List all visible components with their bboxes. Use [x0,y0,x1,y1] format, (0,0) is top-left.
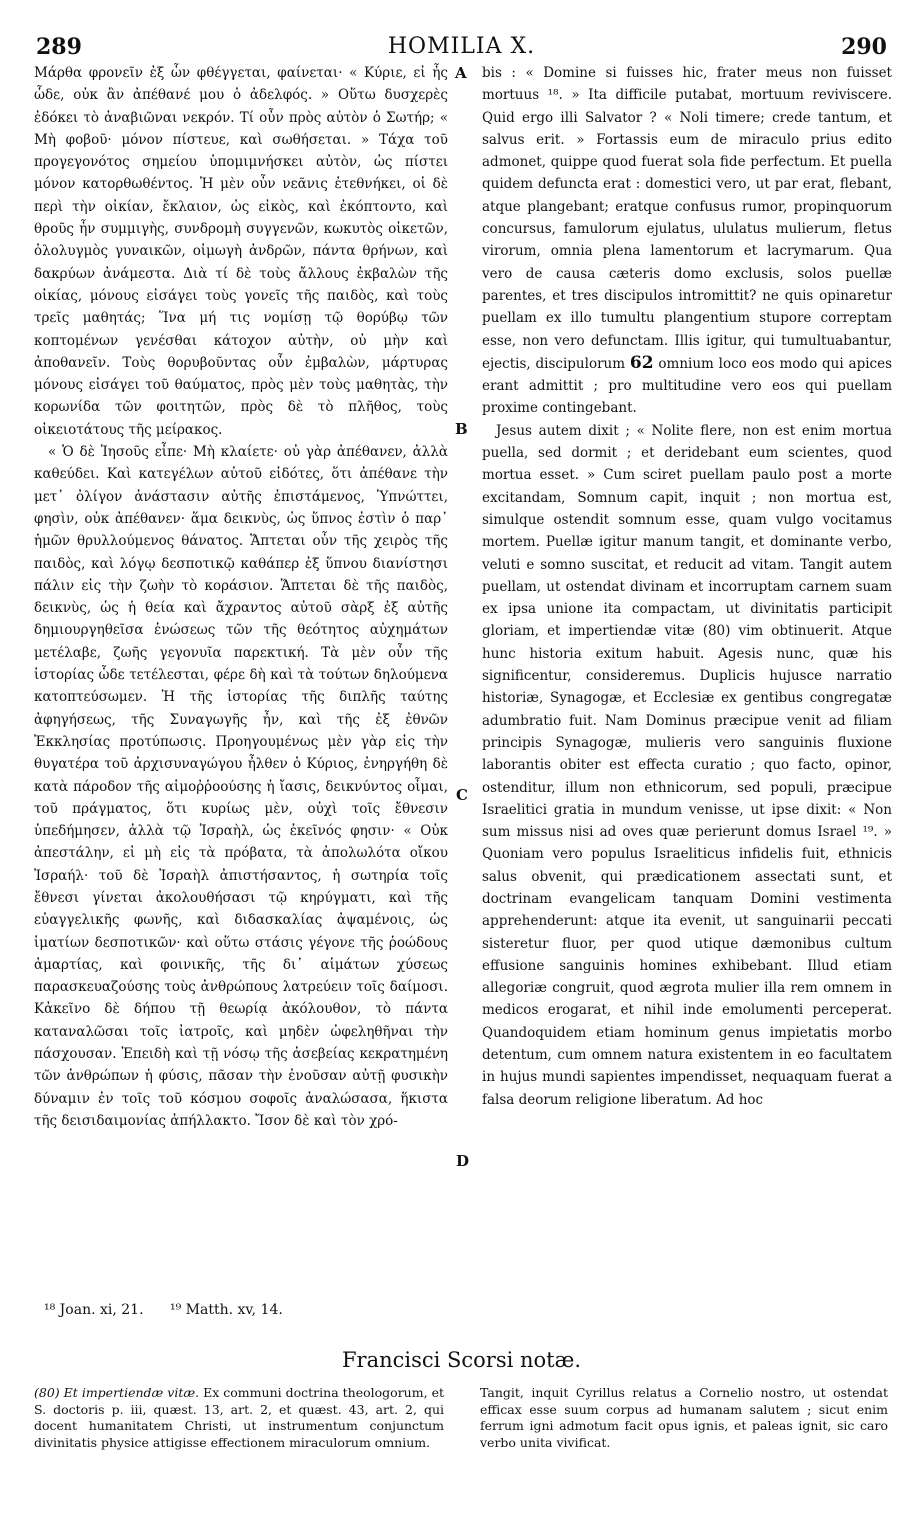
running-title: HOMILIA X. [387,34,536,59]
latin-paragraph [482,62,892,420]
bible-ref: ¹⁹ Matth. xv, 14. [169,1302,283,1318]
greek-paragraph: « Ὁ δὲ Ἰησοῦς εἶπε· Μὴ κλαίετε· οὐ γὰρ ἀπέθανεν, ἀλλὰ καθεύδει. Καὶ κατεγέλων αὐτοῦ εἰδότες, ὅτι ἀπέθανε τὴν μετ᾽ ὀλίγον ἀνάστασιν αὐτῆς ἐπιστάμενος, Ὑπνώττει, φησὶν, οὐκ ἀπέθανεν· ἅμα δεικνὺς, ὡς ὕπνος ἐστὶν ὁ παρ᾽ ἡμῶν θρυλλούμενος θάνατος. Ἅπτεται οὖν τῆς χειρὸς τῆς παιδὸς, καὶ λόγῳ δεσποτικῷ καθάπερ ἐξ ὕπνου διανίστησι πάλιν εἰς τὴν ζωὴν τὸ κοράσιον. Ἅπτεται δὲ τῆς παιδὸς, δεικνὺς, ὡς ἡ θεία καὶ ἄχραντος αὐτοῦ σὰρξ ἐξ αὐτῆς δημιουργηθεῖσα ἑνώσεως τῶν τῆς θεότητος αὐχημάτων μετέλαβε, ζωῆς γεγονυῖα παρεκτική. Τὰ μὲν οὖν τῆς ἱστορίας ὧδε τετέλεσται, φέρε δὴ καὶ τὰ τούτων δηλούμενα κατοπτεύσωμεν. Ἡ τῆς ἱστορίας τῆς διπλῆς ταύτης ἀφηγήσεως, τῆς Συναγωγῆς ἦν, καὶ τῆς ἐξ ἐθνῶν Ἐκκλησίας προτύπωσις. Προηγουμένως μὲν γὰρ εἰς τὴν θυγατέρα τοῦ ἀρχισυναγώγου ἦλθεν ὁ Κύριος, ἐνηργήθη δὲ κατὰ πάροδον τῆς αἱμοῤῥοούσης ἡ ἴασις, δεικνύντος οἶμαι, τοῦ πράγματος, ὅτι κυρίως μὲν, οὐχὶ τοῖς ἔθνεσιν ὑπεδήμησεν, ἀλλὰ τῷ Ἰσραὴλ, ὡς ἐκεῖνός φησιν· « Οὐκ ἀπεστάλην, εἰ μὴ εἰς τὰ πρόβατα, τὰ ἀπολωλότα οἴκου Ἰσραήλ· τοῦ δὲ Ἰσραὴλ ἀπιστήσαντος, ἡ σωτηρία τοῖς ἔθνεσι γίνεται ἀκολουθήσασι τῷ κηρύγματι, καὶ τῆς εὐαγγελικῆς φωνῆς, καὶ διδασκαλίας ἀψαμένοις, ὡς ἱματίων δεσποτικῶν· καὶ οὕτω στάσις γέγονε τῆς ῥοώδους ἁμαρτίας, καὶ φοινικῆς, τῆς δι᾽ αἱμάτων χύσεως παρασκευαζούσης τοὺς ἀνθρώπους λατρεύειν τοῖς δαίμοσι. Κἀκεῖνο δὲ δήπου τῇ θεωρίᾳ ἀκόλουθον, τὸ πάντα καταναλῶσαι τοῖς ἰατροῖς, καὶ μηδὲν ὠφεληθῆναι τὴν πάσχουσαν. Ἐπειδὴ καὶ τῇ νόσῳ τῆς ἀσεβείας κεκρατημένη τῶν ἀνθρώπων ἡ φύσις, πᾶσαν τὴν ἐνοῦσαν αὐτῇ φυσικὴν δύναμιν ἐν τοῖς τοῦ κόσμου σοφοῖς ἀναλώσασα, ἥκιστα τῆς δεισιδαιμονίας ἀπήλλακτο. Ἴσον δὲ καὶ τὸν χρό- [34,444,448,1129]
bible-references [44,1302,305,1318]
section-marker-a: A [455,64,467,82]
right-page-number: 290 [841,34,887,60]
section-marker-d: D [456,1152,470,1170]
footnote-text: Ex communi doctrina theologorum, et S. doctoris p. iii, quæst. 13, art. 2, et quæst. 43, art. 2, qui docent humanitatem Christi, ut instrumentum conjunctum divinitatis physice attigisse effectionem miraculorum omnium. [34,1385,444,1450]
bible-ref: ¹⁸ Joan. xi, 21. [44,1302,144,1318]
left-page-number: 289 [36,34,82,60]
section-marker-c: C [456,786,468,804]
section-marker-b: B [455,420,468,438]
column-number: 62 [629,352,654,373]
notes-heading: Francisci Scorsi notæ. [341,1348,582,1372]
footnote-left [34,1385,444,1451]
greek-paragraph: Μάρθα φρονεῖν ἐξ ὧν φθέγγεται, φαίνεται· « Κύριε, εἰ ἦς ὧδε, οὐκ ἂν ἀπέθανέ μου ὁ ἀδελφός. » Οὕτω δυσχερὲς ἐδόκει τὸ ἀναβιῶναι νεκρόν. Τί οὖν πρὸς αὐτὸν ὁ Σωτήρ; « Μὴ φοβοῦ· μόνον πίστευε, καὶ σωθήσεται. » Τάχα τοῦ προγεγονότος σημείου ὑπομιμνήσκει αὐτὸν, ὡς πίστει μόνον κατορθωθέντος. Ἡ μὲν οὖν νεᾶνις ἐτεθνήκει, οἱ δὲ περὶ τὴν οἰκίαν, ἔκλαιον, ὡς εἰκὸς, καὶ ἐκόπτοντο, καὶ θροῦς ἦν συμμιγὴς, συνδρομὴ συγγενῶν, κωκυτὸς οἰκετῶν, ὀλολυγμὸς γυναικῶν, οἰμωγὴ ἀνδρῶν, πάντα θρήνων, καὶ δακρύων ἀνάμεστα. Διὰ τί δὲ τοὺς ἄλλους ἐκβαλὼν τῆς οἰκίας, μόνους εἰσάγει τοὺς γονεῖς τῆς παιδὸς, καὶ τοὺς τρεῖς μαθητάς; Ἵνα μή τις νομίσῃ τῷ θορύβῳ τῶν κοπτομένων γενέσθαι κάτοχον αὐτὴν, οὐ μὴν καὶ ἀποθανεῖν. Τοὺς θορυβοῦντας οὖν ἐμβαλὼν, μάρτυρας μόνους εἰσάγει τοῦ θαύματος, πρὸς μὲν τοὺς μαθητὰς, τὴν κορωνίδα τῶν φοιτητῶν, πρὸς δὲ τὸ πλῆθος, τοὺς οἰκειοτάτους τῆς μείρακος. [34,65,448,438]
latin-text: bis : « Domine si fuisses hic, frater meus non fuisset mortuus ¹⁸. » Ita difficile putabat, mortuum reviviscere. Quid ergo illi Salvator ? « Noli timere; crede tantum, et salvus erit. » Fortassis eum de miraculo prius edito admonet, quippe quod fuerat sola fide perfectum. Et puella quidem defuncta erat : domestici vero, ut par erat, flebant, atque plangebant; eratque confusus rumor, propinquorum concursus, famulorum ejulatus, ululatus mulierum, fletus virorum, omnia plena lamentorum et lacrymarum. Qua vero de causa cæteris domo exclusis, solos puellæ parentes, et tres discipulos intromittit? ne quis opinaretur puellam ex illo tumultu plangentium stupore correptam esse, non vero defunctam. Illis igitur, qui tumultuabantur, ejectis, discipulorum [482,65,892,372]
latin-paragraph: Jesus autem dixit ; « Nolite flere, non est enim mortua puella, sed dormit ; et deridebant eum scientes, quod mortua esset. » Cum sciret puellam paulo post a morte excitandam, Somnum capit, inquit ; non mortua est, simulque ostendit somnum esse, quam vulgo vocitamus mortem. Puellæ igitur manum tangit, et dominante verbo, veluti e somno suscitat, et reducit ad vitam. Tangit autem puellam, ut ostendat divinam et incorruptam carnem suam ex ipsa unione ita compactam, ut divinitatis participit gloriam, et impertiendæ vitæ (80) vim obtinuerit. Atque hunc historia exitum habuit. Agesis nunc, quæ his significentur, consideremus. Duplicis hujusce narratio historiæ, Synagogæ, et Ecclesiæ ex gentibus congregatæ adumbratio fuit. Nam Dominus præcipue venit ad filiam principis Synagogæ, mulieris vero sanguinis fluxione laborantis obiter est effecta curatio ; quo facto, opinor, ostenditur, illum non ethnicorum, sed populi, præcipue Israelitici gratia in mundum venisse, ut ipse dixit: « Non sum missus nisi ad oves quæ perierunt domus Israel ¹⁹. » Quoniam vero populus Israeliticus infidelis fuit, ethnicis salus obvenit, qui prædicationem assectati sunt, et doctrinam evangelicam tanquam Domini vestimenta apprehenderunt: atque ita evenit, ut sanguinarii peccati sisteretur fluor, per quod utique dæmonibus cultum effusione sanguinis homines exhibebant. Illud etiam allegoriæ congruit, quod ægrota mulier illa rem omnem in medicos erogarat, et nihil inde emolumenti perceperat. Quandoquidem etiam hominum genus impietatis morbo detentum, cum omnem natura existentem in eo facultatem in hujus mundi sapientes impendisset, nequaquam fuerat a falsa deorum religione liberatum. Ad hoc [482,422,892,1108]
footnote-ref: (80) Et impertiendæ vitæ. [34,1385,200,1400]
latin-text-column [482,62,892,1111]
footnote-right: Tangit, inquit Cyrillus relatus a Cornelio nostro, ut ostendat efficax esse suum corpus ad humanam salutem ; sicut enim ferrum igni admotum facit opus ignis, et paleas ignit, sic caro verbo unita vivificat. [480,1385,888,1450]
greek-text-column [34,62,448,1132]
latin-text: omnium loco eos modo qui apices erant admittit ; pro multitudine vero eos qui puellam proxime contingebant. [482,355,893,417]
page-header [36,34,887,60]
